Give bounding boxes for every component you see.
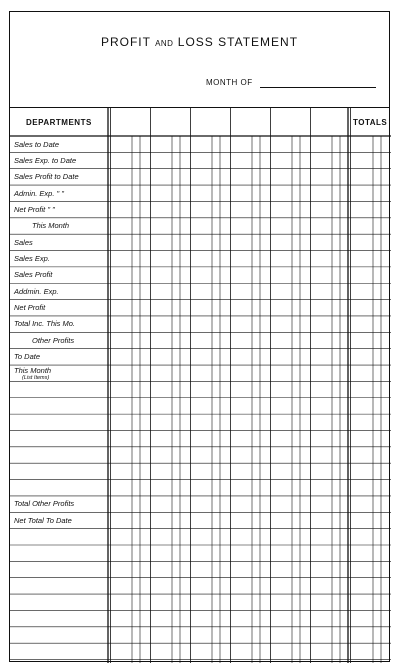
totals-header: TOTALS xyxy=(353,118,388,127)
row-label: Sales xyxy=(14,237,33,247)
row-label: Net Total To Date xyxy=(14,515,72,525)
profit-loss-form xyxy=(9,11,390,662)
month-label: MONTH OF xyxy=(206,78,253,87)
title-part1: PROFIT xyxy=(100,35,151,49)
departments-header: DEPARTMENTS xyxy=(26,118,92,127)
row-label: Other Profits xyxy=(32,335,75,345)
row-label: Total Inc. This Mo. xyxy=(14,319,75,329)
row-sublabel: (List Items) xyxy=(22,375,50,382)
row-label: Net Profit " " xyxy=(14,204,55,214)
row-label: Admin. Exp. " " xyxy=(14,188,64,198)
title-small: AND xyxy=(155,39,174,48)
row-label: Net Profit xyxy=(14,303,46,313)
row-label: This Month xyxy=(14,366,52,376)
row-label: Sales Exp. xyxy=(14,254,50,264)
row-label: Sales Profit to Date xyxy=(14,172,79,182)
row-label: This Month xyxy=(32,221,70,231)
row-label: To Date xyxy=(14,352,40,362)
title-part2: LOSS STATEMENT xyxy=(177,35,299,49)
row-label: Total Other Profits xyxy=(14,499,75,509)
row-label: Sales to Date xyxy=(14,139,60,149)
row-label: Sales Profit xyxy=(14,270,53,280)
row-label: Sales Exp. to Date xyxy=(14,155,77,165)
row-label: Addmin. Exp. xyxy=(14,286,59,296)
